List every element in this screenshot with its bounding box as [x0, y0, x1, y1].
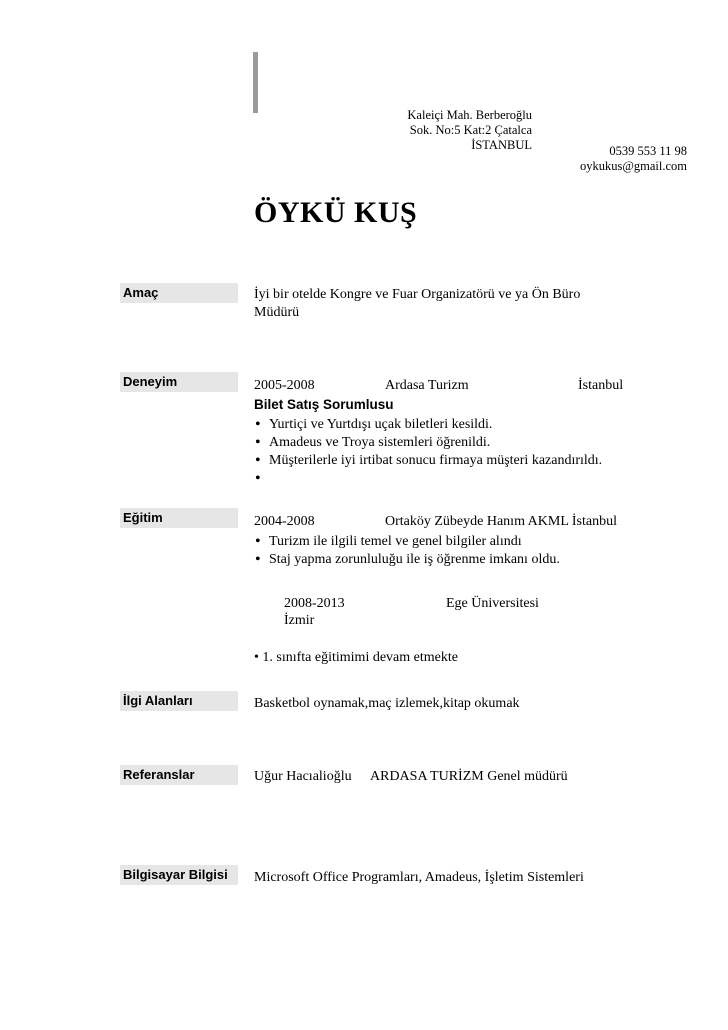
address-block [360, 108, 532, 153]
candidate-name: ÖYKÜ KUŞ [254, 196, 418, 229]
experience-city: İstanbul [578, 378, 624, 393]
list-item: • Staj yapma zorunluluğu ile iş öğrenme imkanı oldu. [254, 551, 560, 569]
section-label-ilgi: İlgi Alanları [120, 691, 238, 711]
education-school-2: Ege Üniversitesi [446, 596, 539, 611]
list-item: • Yurtiçi ve Yurtdışı uçak biletleri kesildi. [254, 416, 602, 434]
experience-years: 2005-2008 [254, 378, 315, 393]
education-years-2: 2008-2013 [284, 596, 345, 611]
objective-text: İyi bir otelde Kongre ve Fuar Organizatörü ve ya Ön Büro Müdürü [254, 287, 581, 320]
reference-person: Uğur Hacıalioğlu [254, 769, 352, 784]
address-line-2: Sok. No:5 Kat:2 Çatalca [409, 123, 532, 137]
computer-skills-text: Microsoft Office Programları, Amadeus, İşletim Sistemleri [254, 870, 584, 885]
phone-number: 0539 553 11 98 [609, 144, 687, 158]
list-item: • Amadeus ve Troya sistemleri öğrenildi. [254, 434, 602, 452]
list-item: • Turizm ile ilgili temel ve genel bilgiler alındı [254, 533, 560, 551]
email-address: oykukus@gmail.com [580, 159, 687, 173]
section-label-egitim: Eğitim [120, 508, 238, 528]
experience-title: Bilet Satış Sorumlusu [254, 397, 394, 412]
education-school: Ortaköy Zübeyde Hanım AKML İstanbul [385, 514, 617, 529]
section-label-amac: Amaç [120, 283, 238, 303]
address-line-3: İSTANBUL [471, 138, 532, 152]
address-line-1: Kaleiçi Mah. Berberoğlu [407, 108, 532, 122]
education-bullets [254, 533, 560, 569]
experience-bullets [254, 416, 602, 488]
experience-company: Ardasa Turizm [385, 378, 469, 393]
education-note: • 1. sınıfta eğitimimi devam etmekte [254, 650, 458, 665]
interests-text: Basketbol oynamak,maç izlemek,kitap okumak [254, 696, 520, 711]
section-label-deneyim: Deneyim [120, 372, 238, 392]
section-label-referans: Referanslar [120, 765, 238, 785]
header-accent-bar [253, 52, 258, 113]
reference-position: ARDASA TURİZM Genel müdürü [370, 769, 568, 784]
list-item: • Müşterilerle iyi irtibat sonucu firmaya müşteri kazandırıldı. [254, 452, 602, 470]
contact-block [540, 144, 687, 174]
education-city-2: İzmir [284, 613, 315, 628]
section-label-bilgisayar: Bilgisayar Bilgisi [120, 865, 238, 885]
education-years: 2004-2008 [254, 514, 315, 529]
list-item [254, 470, 602, 488]
